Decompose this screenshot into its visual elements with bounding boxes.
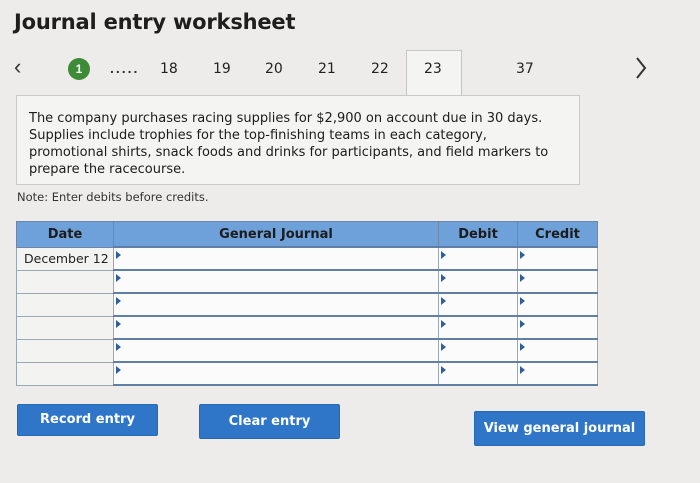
date-cell — [17, 316, 114, 339]
problem-box — [16, 95, 580, 185]
date-cell: December 12 — [17, 247, 114, 270]
table-header-row — [17, 222, 598, 248]
debit-input[interactable] — [439, 247, 518, 270]
debit-input[interactable] — [439, 316, 518, 339]
debit-column-header: Debit — [439, 222, 518, 248]
account-input[interactable] — [114, 339, 439, 362]
credit-input[interactable] — [518, 316, 598, 339]
credit-input[interactable] — [518, 270, 598, 293]
date-column-header: Date — [17, 222, 114, 248]
table-row — [17, 339, 598, 362]
debit-input[interactable] — [439, 293, 518, 316]
account-input[interactable] — [114, 247, 439, 270]
debit-input[interactable] — [439, 362, 518, 385]
problem-text: The company purchases racing supplies for $2,900 on account due in 30 days. Supplies include trophies for the top-finishing teams in each category, promotional shirts, snack foods and drinks for participants, and field markers to prepare the racecourse. — [29, 111, 549, 177]
date-cell — [17, 270, 114, 293]
account-input[interactable] — [114, 270, 439, 293]
instruction-note: Note: Enter debits before credits. — [17, 190, 209, 204]
account-input[interactable] — [114, 362, 439, 385]
journal-table — [16, 221, 598, 386]
credit-input[interactable] — [518, 247, 598, 270]
date-cell — [17, 339, 114, 362]
journal-column-header: General Journal — [114, 222, 439, 248]
table-row — [17, 247, 598, 270]
table-row — [17, 362, 598, 385]
nav-page-23[interactable]: 23 — [424, 61, 442, 77]
nav-page-21[interactable]: 21 — [318, 61, 336, 77]
record-entry-button[interactable]: Record entry — [17, 404, 158, 436]
account-input[interactable] — [114, 316, 439, 339]
debit-input[interactable] — [439, 339, 518, 362]
nav-page-18[interactable]: 18 — [160, 61, 178, 77]
credit-input[interactable] — [518, 293, 598, 316]
account-input[interactable] — [114, 293, 439, 316]
debit-input[interactable] — [439, 270, 518, 293]
nav-page-19[interactable]: 19 — [213, 61, 231, 77]
clear-entry-button[interactable]: Clear entry — [199, 404, 340, 439]
nav-page-22[interactable]: 22 — [371, 61, 389, 77]
credit-input[interactable] — [518, 362, 598, 385]
chevron-left-icon[interactable]: ‹ — [14, 54, 22, 79]
credit-input[interactable] — [518, 339, 598, 362]
table-row — [17, 270, 598, 293]
date-cell — [17, 362, 114, 385]
view-general-journal-button[interactable]: View general journal — [474, 411, 645, 446]
table-row — [17, 293, 598, 316]
date-cell — [17, 293, 114, 316]
nav-page-37[interactable]: 37 — [516, 61, 534, 77]
chevron-right-icon-svg — [634, 55, 648, 81]
nav-ellipsis: ..... — [110, 60, 140, 76]
table-row — [17, 316, 598, 339]
nav-page-20[interactable]: 20 — [265, 61, 283, 77]
page-title: Journal entry worksheet — [14, 10, 296, 34]
chevron-right-icon[interactable] — [634, 55, 648, 83]
credit-column-header: Credit — [518, 222, 598, 248]
nav-current-step[interactable]: 1 — [68, 58, 90, 80]
